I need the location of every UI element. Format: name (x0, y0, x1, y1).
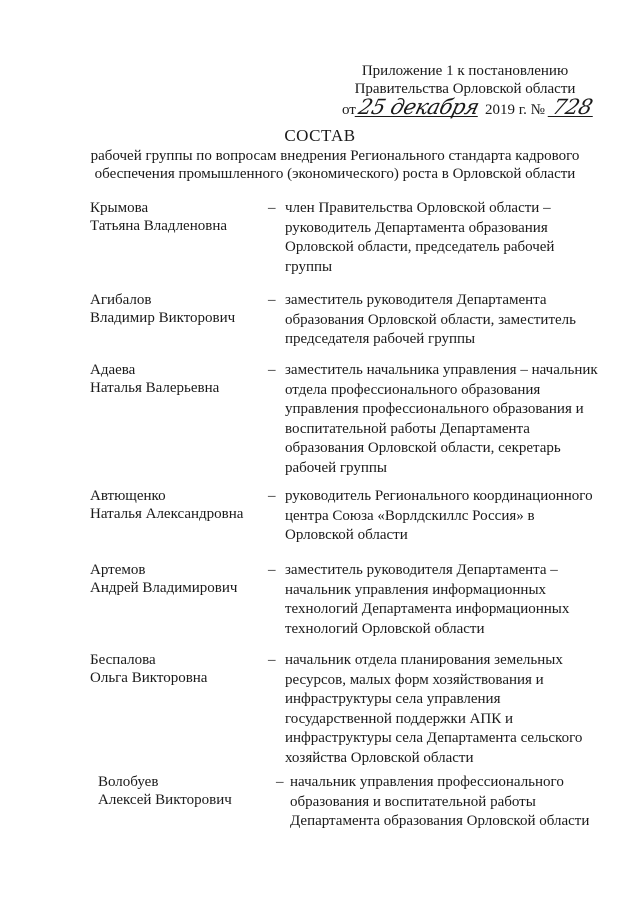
appendix-date-line (330, 95, 600, 119)
document-title: СОСТАВ (284, 126, 356, 145)
member-given-name: Владимир Викторович (90, 310, 236, 326)
member-name (98, 773, 278, 809)
member-role: начальник отдела планирования земельных ресурсов, малых форм хозяйствования и инфраструктуры села управления государственной поддержки АПК и инфраструктуры села Департамента сельского хозяйства Орловской области (285, 652, 583, 766)
member-surname: Агибалов (90, 292, 152, 308)
member-role: руководитель Регионального координационного центра Союза «Ворлдскиллс Россия» в Орловской области (285, 488, 593, 543)
member-surname: Артемов (90, 562, 146, 578)
dash: – (276, 774, 284, 790)
member-given-name: Ольга Викторовна (90, 670, 208, 686)
member-surname: Автющенко (90, 488, 166, 504)
appendix-header (330, 62, 600, 119)
member-given-name: Андрей Владимирович (90, 580, 238, 596)
member-surname: Адаева (90, 362, 136, 378)
dash: – (268, 652, 276, 668)
member-name (90, 487, 270, 523)
member-surname: Беспалова (90, 652, 156, 668)
member-role: заместитель начальника управления – начальник отдела профессионального образования управления профессионального образования и воспитательной работы Департамента образования Орловской области, секретарь рабочей группы (285, 362, 598, 476)
member-name (90, 291, 270, 327)
appendix-line-1: Приложение 1 к постановлению (361, 63, 569, 79)
handwritten-date: 25 декабря (355, 95, 482, 119)
appendix-line-2: Правительства Орловской области (354, 81, 576, 97)
member-given-name: Алексей Викторович (98, 792, 232, 808)
member-role: член Правительства Орловской области – руководитель Департамента образования Орловской области, председатель рабочей группы (285, 200, 555, 275)
member-given-name: Татьяна Владленовна (90, 218, 228, 234)
member-name (90, 561, 270, 597)
member-surname: Крымова (90, 200, 149, 216)
member-role: заместитель руководителя Департамента – начальник управления информационных технологий Департамента информационных технологий Орловской области (285, 562, 570, 637)
member-role: заместитель руководителя Департамента образования Орловской области, заместитель председателя рабочей группы (285, 292, 576, 347)
member-name (90, 199, 270, 235)
dash: – (268, 200, 276, 216)
member-given-name: Наталья Александровна (90, 506, 244, 522)
member-surname: Волобуев (98, 774, 159, 790)
dash: – (268, 292, 276, 308)
document-subtitle: рабочей группы по вопросам внедрения Регионального стандарта кадрового обеспечения промышленного (экономического) роста в Орловской области (90, 148, 580, 182)
handwritten-number: 728 (547, 98, 596, 117)
date-year: 2019 г. № (484, 102, 545, 118)
dash: – (268, 562, 276, 578)
dash: – (268, 362, 276, 378)
member-role: начальник управления профессионального образования и воспитательной работы Департамента образования Орловской области (290, 774, 590, 829)
dash: – (268, 488, 276, 504)
member-name (90, 651, 270, 687)
date-prefix: от (342, 102, 356, 118)
member-name (90, 361, 270, 397)
member-given-name: Наталья Валерьевна (90, 380, 220, 396)
